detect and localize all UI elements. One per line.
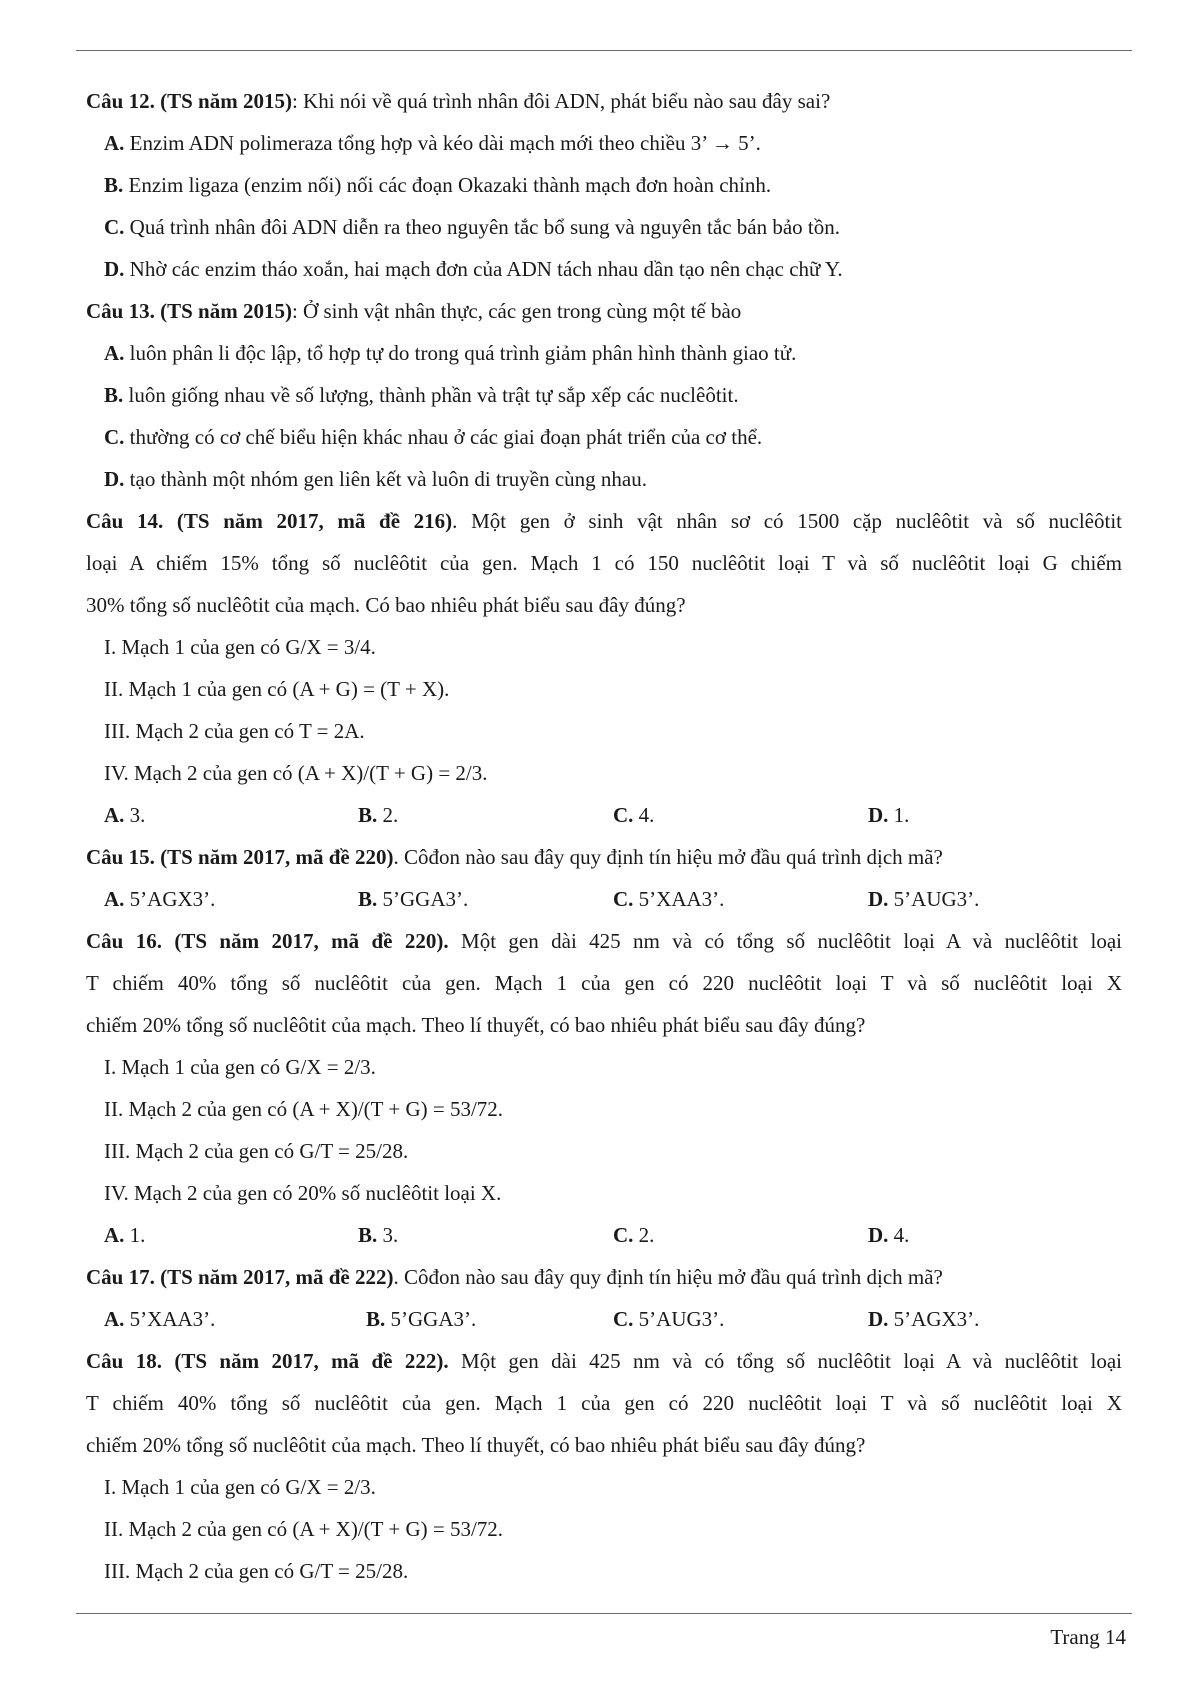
q14-option-a: A. 3. [104, 803, 146, 827]
q14-statement-3: III. Mạch 2 của gen có T = 2A. [104, 719, 365, 743]
q12-option-a: A. Enzim ADN polimeraza tổng hợp và kéo dài mạch mới theo chiều 3’ → 5’. [104, 131, 761, 155]
question-12-label: Câu 12. (TS năm 2015) [86, 89, 292, 113]
question-18-line-3: chiếm 20% tổng số nuclêôtit của mạch. Theo lí thuyết, có bao nhiêu phát biểu sau đây đúng? [86, 1433, 866, 1457]
q13-option-a: A. luôn phân li độc lập, tổ hợp tự do trong quá trình giảm phân hình thành giao tử. [104, 341, 797, 365]
question-15-label: Câu 15. (TS năm 2017, mã đề 220) [86, 845, 394, 869]
page-content [86, 80, 1122, 1592]
q17-option-b: B. 5’GGA3’. [366, 1307, 477, 1331]
q13-option-b: B. luôn giống nhau về số lượng, thành phần và trật tự sắp xếp các nuclêôtit. [104, 383, 739, 407]
question-16-line-2: T chiếm 40% tổng số nuclêôtit của gen. Mạch 1 của gen có 220 nuclêôtit loại T và số nuclêôtit loại X [86, 971, 1122, 995]
q16-option-a: A. 1. [104, 1223, 146, 1247]
q17-options [86, 1298, 1122, 1340]
question-13-label: Câu 13. (TS năm 2015) [86, 299, 292, 323]
question-15-text: . Côđon nào sau đây quy định tín hiệu mở đầu quá trình dịch mã? [393, 845, 943, 869]
q12-option-b: B. Enzim ligaza (enzim nối) nối các đoạn Okazaki thành mạch đơn hoàn chỉnh. [104, 173, 772, 197]
question-16-line-3: chiếm 20% tổng số nuclêôtit của mạch. Theo lí thuyết, có bao nhiêu phát biểu sau đây đúng? [86, 1013, 866, 1037]
q16-statement-4: IV. Mạch 2 của gen có 20% số nuclêôtit loại X. [104, 1181, 502, 1205]
q14-option-d: D. 1. [868, 803, 910, 827]
q18-statement-1: I. Mạch 1 của gen có G/X = 2/3. [104, 1475, 376, 1499]
question-12 [86, 80, 1122, 122]
q16-statement-2: II. Mạch 2 của gen có (A + X)/(T + G) = 53/72. [104, 1097, 504, 1121]
q16-statement-3: III. Mạch 2 của gen có G/T = 25/28. [104, 1139, 409, 1163]
question-17 [86, 1256, 1122, 1298]
question-13-text: : Ở sinh vật nhân thực, các gen trong cùng một tế bào [291, 299, 742, 323]
q18-statement-3: III. Mạch 2 của gen có G/T = 25/28. [104, 1559, 409, 1583]
question-17-label: Câu 17. (TS năm 2017, mã đề 222) [86, 1265, 394, 1289]
q16-statement-1: I. Mạch 1 của gen có G/X = 2/3. [104, 1055, 376, 1079]
question-14-line-2: loại A chiếm 15% tổng số nuclêôtit của gen. Mạch 1 có 150 nuclêôtit loại T và số nuclêôtit loại G chiếm [86, 551, 1122, 575]
q15-option-d: D. 5’AUG3’. [868, 887, 980, 911]
question-13 [86, 290, 1122, 332]
q15-option-a: A. 5’AGX3’. [104, 887, 216, 911]
question-17-text: . Côđon nào sau đây quy định tín hiệu mở đầu quá trình dịch mã? [393, 1265, 943, 1289]
q14-option-b: B. 2. [358, 803, 399, 827]
q16-options [86, 1214, 1122, 1256]
q17-option-a: A. 5’XAA3’. [104, 1307, 216, 1331]
question-18-label: Câu 18. (TS năm 2017, mã đề 222). [86, 1349, 449, 1373]
q16-option-d: D. 4. [868, 1223, 910, 1247]
q13-option-c: C. thường có cơ chế biểu hiện khác nhau ở các giai đoạn phát triển của cơ thể. [104, 425, 763, 449]
question-18-line-2: T chiếm 40% tổng số nuclêôtit của gen. Mạch 1 của gen có 220 nuclêôtit loại T và số nuclêôtit loại X [86, 1391, 1122, 1415]
footer-rule [76, 1613, 1132, 1614]
q14-options [86, 794, 1122, 836]
q15-options [86, 878, 1122, 920]
q12-option-d: D. Nhờ các enzim tháo xoắn, hai mạch đơn của ADN tách nhau dần tạo nên chạc chữ Y. [104, 257, 843, 281]
question-14: Câu 14. (TS năm 2017, mã đề 216). Một gen ở sinh vật nhân sơ có 1500 cặp nuclêôtit và số nuclêôtit [86, 509, 1122, 533]
question-16-label: Câu 16. (TS năm 2017, mã đề 220). [86, 929, 449, 953]
q18-statement-2: II. Mạch 2 của gen có (A + X)/(T + G) = 53/72. [104, 1517, 504, 1541]
header-rule [76, 50, 1132, 51]
q17-option-d: D. 5’AGX3’. [868, 1307, 980, 1331]
question-14-line-3: 30% tổng số nuclêôtit của mạch. Có bao nhiêu phát biểu sau đây đúng? [86, 593, 686, 617]
q14-option-c: C. 4. [613, 803, 655, 827]
q14-statement-1: I. Mạch 1 của gen có G/X = 3/4. [104, 635, 376, 659]
q17-option-c: C. 5’AUG3’. [613, 1307, 725, 1331]
q12-option-c: C. Quá trình nhân đôi ADN diễn ra theo nguyên tắc bổ sung và nguyên tắc bán bảo tồn. [104, 215, 841, 239]
q15-option-c: C. 5’XAA3’. [613, 887, 725, 911]
q13-option-d: D. tạo thành một nhóm gen liên kết và luôn di truyền cùng nhau. [104, 467, 647, 491]
q16-option-c: C. 2. [613, 1223, 655, 1247]
question-14-label: Câu 14. (TS năm 2017, mã đề 216) [86, 509, 453, 533]
question-15 [86, 836, 1122, 878]
q16-option-b: B. 3. [358, 1223, 399, 1247]
q14-statement-4: IV. Mạch 2 của gen có (A + X)/(T + G) = 2/3. [104, 761, 488, 785]
question-16: Câu 16. (TS năm 2017, mã đề 220). Một gen dài 425 nm và có tổng số nuclêôtit loại A và nuclêôtit loại [86, 929, 1122, 953]
q15-option-b: B. 5’GGA3’. [358, 887, 469, 911]
question-18: Câu 18. (TS năm 2017, mã đề 222). Một gen dài 425 nm và có tổng số nuclêôtit loại A và nuclêôtit loại [86, 1349, 1122, 1373]
page-number: Trang 14 [1050, 1625, 1126, 1649]
question-12-text: : Khi nói về quá trình nhân đôi ADN, phát biểu nào sau đây sai? [291, 89, 831, 113]
q14-statement-2: II. Mạch 1 của gen có (A + G) = (T + X). [104, 677, 450, 701]
